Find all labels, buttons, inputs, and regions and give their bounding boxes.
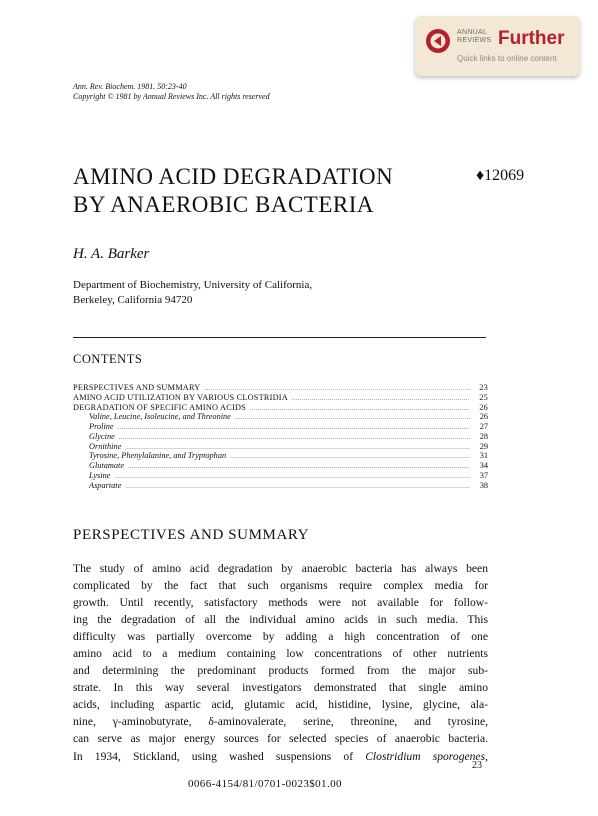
section-heading: PERSPECTIVES AND SUMMARY: [73, 527, 310, 543]
title-line: AMINO ACID DEGRADATION: [73, 164, 394, 189]
toc-entry[interactable]: [73, 403, 488, 413]
body-line: [73, 748, 488, 765]
toc-entry-label: DEGRADATION OF SPECIFIC AMINO ACIDS: [73, 402, 246, 412]
table-of-contents: [73, 383, 488, 490]
toc-entry-page: 37: [479, 470, 488, 480]
body-paragraph: [73, 560, 488, 765]
toc-entry-page: 31: [479, 451, 488, 461]
toc-entry[interactable]: [73, 383, 488, 393]
toc-entry-page: 28: [479, 431, 488, 441]
article-id: ♦12069: [476, 167, 525, 184]
toc-entry-page: 26: [479, 402, 488, 412]
toc-entry-label: Glutamate: [89, 461, 125, 470]
affiliation-line: Berkeley, California 94720: [73, 294, 193, 306]
toc-entry-label: Glycine: [89, 431, 115, 441]
toc-entry-page: 38: [479, 480, 488, 490]
toc-entry[interactable]: [73, 393, 488, 403]
toc-subentry[interactable]: [73, 471, 488, 481]
article-title: [73, 163, 393, 219]
contents-heading: CONTENTS: [73, 352, 143, 366]
toc-leader: [125, 483, 470, 493]
toc-leader: [128, 463, 470, 473]
author-name: H. A. Barker: [73, 246, 150, 262]
toc-leader: [114, 473, 470, 483]
badge-brand: ANNUAL REVIEWS: [457, 29, 492, 44]
toc-entry-label: Lysine: [89, 470, 111, 480]
toc-leader: [250, 405, 470, 415]
body-line: ing the degradation of all the individual amino acids in such media. This: [73, 613, 488, 627]
further-badge[interactable]: [415, 16, 580, 76]
article-code: 0066-4154/81/0701-0023$01.00: [188, 778, 342, 790]
toc-leader: [230, 453, 470, 463]
body-line: complicated by the fact that such organisms require complex media for: [73, 579, 488, 593]
body-line: can serve as major energy sources for selected species of anaerobic bacteria.: [73, 732, 488, 746]
toc-subentry[interactable]: [73, 432, 488, 442]
toc-entry-page: 27: [479, 422, 488, 431]
toc-entry-page: 23: [479, 383, 488, 392]
body-line: amino acid to a medium containing low concentrations of other nutrients: [73, 647, 488, 661]
body-line: growth. Until recently, satisfactory methods were not available for follow-: [73, 596, 488, 610]
affiliation: [73, 278, 312, 308]
toc-subentry[interactable]: [73, 412, 488, 422]
toc-leader: [119, 434, 470, 444]
toc-entry-page: 29: [479, 441, 488, 451]
body-line: difficulty was partially overcome by adding a high concentration of one: [73, 630, 488, 644]
body-line: The study of amino acid degradation by anaerobic bacteria has always been: [73, 562, 488, 575]
toc-entry-label: Proline: [89, 422, 114, 431]
page-number: 23: [472, 760, 482, 771]
copyright-line: Copyright © 1981 by Annual Reviews Inc. All rights reserved: [73, 92, 270, 101]
divider: [73, 337, 486, 338]
toc-subentry[interactable]: [73, 481, 488, 491]
citation-line: Ann. Rev. Biochem. 1981. 50:23-40: [73, 82, 187, 91]
toc-entry-label: AMINO ACID UTILIZATION BY VARIOUS CLOSTRIDIA: [73, 392, 288, 402]
affiliation-line: Department of Biochemistry, University of California,: [73, 279, 313, 291]
toc-entry-label: PERSPECTIVES AND SUMMARY: [73, 383, 201, 392]
toc-entry-page: 25: [479, 392, 488, 402]
toc-leader: [235, 414, 470, 424]
title-line: BY ANAEROBIC BACTERIA: [73, 192, 374, 217]
toc-subentry[interactable]: [73, 442, 488, 452]
toc-entry-label: Ornithine: [89, 441, 122, 451]
body-line-text: In 1934, Stickland, using washed suspensions of: [73, 749, 366, 763]
toc-subentry[interactable]: [73, 422, 488, 432]
body-line: nine, γ-aminobutyrate, δ-aminovalerate, serine, threonine, and tyrosine,: [73, 715, 488, 729]
toc-entry-page: 34: [479, 461, 488, 470]
badge-tagline[interactable]: Quick links to online content: [457, 54, 557, 63]
toc-subentry[interactable]: [73, 451, 488, 461]
body-line: acids, including aspartic acid, glutamic acid, histidine, lysine, glycine, ala-: [73, 698, 488, 712]
badge-title[interactable]: Further: [498, 28, 565, 49]
play-arrow-icon: [425, 28, 451, 54]
toc-subentry[interactable]: [73, 461, 488, 471]
toc-entry-label: Valine, Leucine, Isoleucine, and Threonine: [89, 412, 231, 422]
toc-entry-label: Aspartate: [89, 480, 122, 490]
body-line: and determining the predominant products formed from the major sub-: [73, 664, 488, 678]
toc-leader: [292, 395, 470, 405]
organism-name: Clostridium sporogenes,: [365, 749, 488, 763]
toc-leader: [118, 424, 470, 434]
toc-entry-page: 26: [479, 412, 488, 422]
body-line: strate. In this way several investigators demonstrated that single amino: [73, 681, 488, 695]
toc-entry-label: Tyrosine, Phenylalanine, and Tryptophan: [89, 451, 227, 461]
